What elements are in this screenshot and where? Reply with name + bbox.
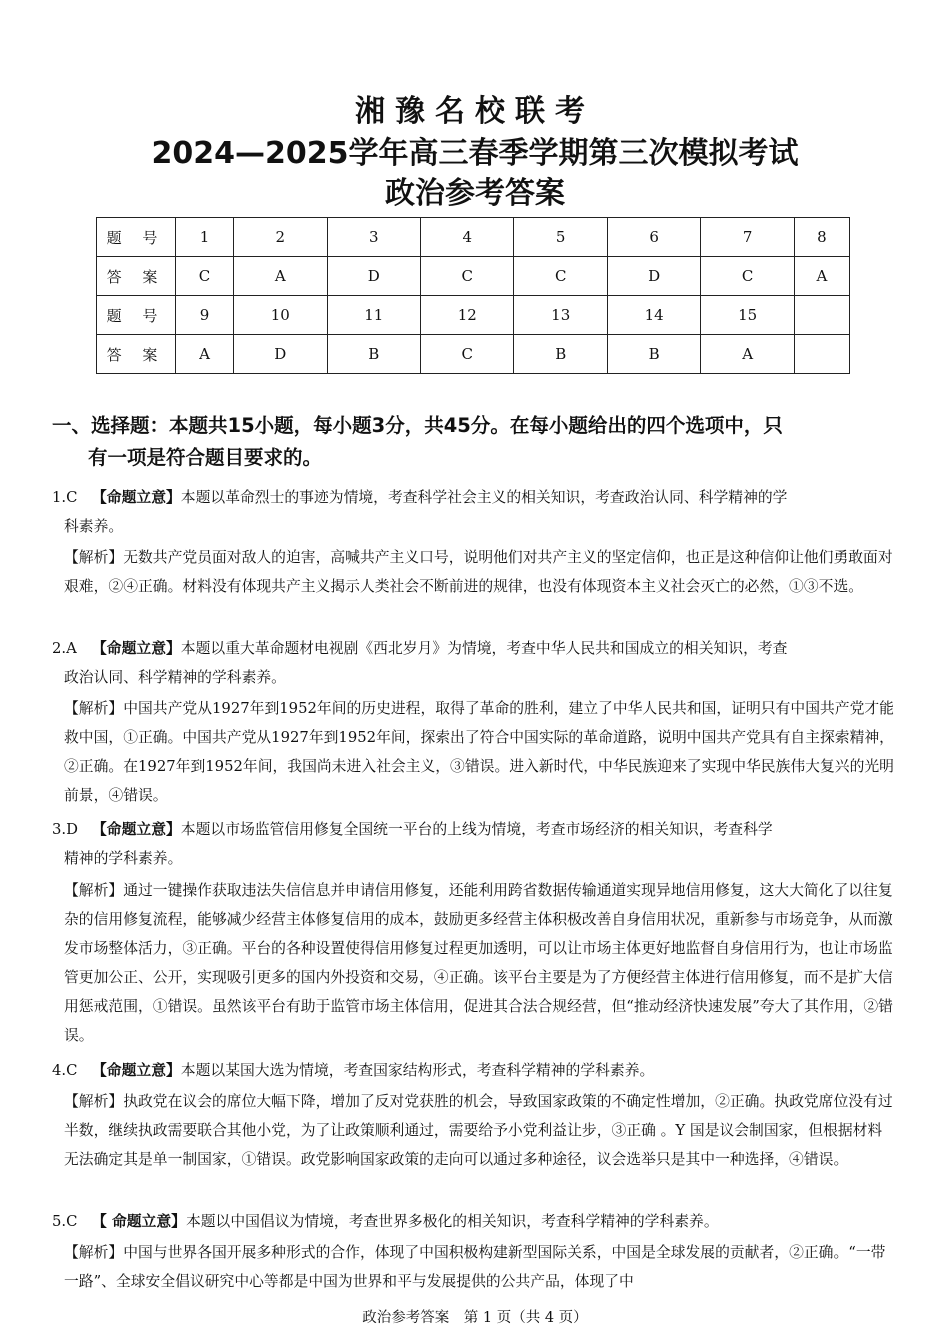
- intent-text: 本题以革命烈士的事迹为情境，考查科学社会主义的相关知识，考查政治认同、科学精神的学: [180, 489, 788, 506]
- question-1-intent: [52, 483, 892, 541]
- intent-label: 【命题立意】: [92, 821, 181, 838]
- answer-cell: C: [421, 335, 514, 374]
- question-4-analysis: [64, 1087, 894, 1174]
- question-number-cell: 14: [607, 296, 700, 335]
- answer-table: [96, 217, 850, 374]
- intent-label: 【 命题立意】: [92, 1213, 186, 1230]
- answer-cell: C: [701, 257, 794, 296]
- question-5-analysis: [64, 1238, 894, 1296]
- question-number: 3.D: [52, 821, 78, 838]
- question-number-cell: 1: [176, 218, 234, 257]
- answer-cell: C: [421, 257, 514, 296]
- question-number-cell: 12: [421, 296, 514, 335]
- question-number: 4.C: [52, 1062, 78, 1079]
- answer-cell: C: [176, 257, 234, 296]
- answer-table-row: [97, 218, 850, 257]
- analysis-label: 【解析】: [64, 700, 124, 717]
- question-3-analysis: [64, 876, 894, 1050]
- answer-cell: D: [234, 335, 327, 374]
- question-number: 1.C: [52, 489, 78, 506]
- row-label: 答 案: [97, 257, 176, 296]
- question-number: 5.C: [52, 1213, 78, 1230]
- analysis-label: 【解析】: [64, 549, 124, 566]
- intent-text: 本题以中国倡议为情境，考查世界多极化的相关知识，考查科学精神的学科素养。: [185, 1213, 719, 1230]
- answer-table-row: [97, 296, 850, 335]
- section-heading: [52, 410, 902, 474]
- question-5-intent: [52, 1207, 892, 1236]
- answer-cell: C: [514, 257, 607, 296]
- analysis-text: 无数共产党员面对敌人的迫害，高喊共产主义口号，说明他们对共产主义的坚定信仰，也正是这种信仰让他们勇敢面对艰难，②④正确。材料没有体现共产主义揭示人类社会不断前进的规律，也没有体现资本主义社会灭亡的必然，①③不选。: [64, 549, 893, 595]
- intent-label: 【命题立意】: [92, 489, 181, 506]
- question-1-analysis: [64, 543, 894, 601]
- question-number-cell: 2: [234, 218, 327, 257]
- analysis-text: 执政党在议会的席位大幅下降，增加了反对党获胜的机会，导致国家政策的不确定性增加，②正确。执政党席位没有过半数，继续执政需要联合其他小党，为了让政策顺利通过，需要给予小党利益让步，③正确 。Y 国是议会制国家，但根据材料无法确定其是单一制国家，①错误。政党影响国家政策的走向可以通过多种途径，议会选举只是其中一种选择，④错误。: [64, 1093, 893, 1168]
- question-number-cell: 7: [701, 218, 794, 257]
- row-label: 题 号: [97, 218, 176, 257]
- intent-text: 本题以重大革命题材电视剧《西北岁月》为情境，考查中华人民共和国成立的相关知识，考查: [180, 640, 788, 657]
- question-number-cell: 5: [514, 218, 607, 257]
- analysis-text: 通过一键操作获取违法失信信息并申请信用修复，还能利用跨省数据传输通道实现异地信用修复，这大大简化了以往复杂的信用修复流程，能够减少经营主体修复信用的成本，鼓励更多经营主体积极改善自身信用状况，重新参与市场竞争，从而激发市场整体活力，③正确。平台的各种设置使得信用修复过程更加透明，可以让市场主体更好地监督自身信用行为，也让市场监管更加公正、公开，实现吸引更多的国内外投资和交易，④正确。该平台主要是为了方便经营主体进行信用修复，而不是扩大信用惩戒范围，①错误。虽然该平台有助于监管市场主体信用，促进其合法合规经营，但“推动经济快速发展”夸大了其作用，②错误。: [64, 882, 893, 1044]
- answer-cell: B: [327, 335, 420, 374]
- analysis-label: 【解析】: [64, 882, 124, 899]
- question-number-cell: 13: [514, 296, 607, 335]
- answer-cell: [794, 335, 849, 374]
- question-number-cell: [794, 296, 849, 335]
- question-2-analysis: [64, 694, 894, 810]
- analysis-text: 中国共产党从1927年到1952年间的历史进程，取得了革命的胜利，建立了中华人民共和国，证明只有中国共产党才能救中国，①正确。中国共产党从1927年到1952年间，探索出了符合中国实际的革命道路，说明中国共产党具有自主探索精神，②正确。在1927年到1952年间，我国尚未进入社会主义，③错误。进入新时代，中华民族迎来了实现中华民族伟大复兴的光明前景，④错误。: [64, 700, 894, 804]
- section-heading-line-2: 有一项是符合题目要求的。: [88, 446, 323, 469]
- question-3-intent: [52, 815, 892, 873]
- analysis-label: 【解析】: [64, 1244, 124, 1261]
- section-heading-line-1: 一、选择题：本题共15小题，每小题3分，共45分。在每小题给出的四个选项中，只: [52, 414, 783, 437]
- question-number-cell: 15: [701, 296, 794, 335]
- answer-cell: B: [514, 335, 607, 374]
- question-number-cell: 10: [234, 296, 327, 335]
- question-number-cell: 3: [327, 218, 420, 257]
- row-label: 答 案: [97, 335, 176, 374]
- question-4-intent: [52, 1056, 892, 1085]
- page-footer: 政治参考答案 第 1 页（共 4 页）: [362, 1310, 588, 1326]
- intent-label: 【命题立意】: [92, 1062, 181, 1079]
- answer-cell: A: [794, 257, 849, 296]
- answer-cell: D: [327, 257, 420, 296]
- title-line-2: 2024—2025学年高三春季学期第三次模拟考试: [151, 136, 799, 171]
- intent-text-cont: 科素养。: [64, 518, 124, 535]
- question-number-cell: 6: [607, 218, 700, 257]
- answer-table-row: [97, 257, 850, 296]
- answer-table-row: [97, 335, 850, 374]
- title-line-3: 政治参考答案: [385, 176, 565, 211]
- intent-text-cont: 精神的学科素养。: [64, 850, 183, 867]
- answer-cell: B: [607, 335, 700, 374]
- intent-text: 本题以某国大选为情境，考查国家结构形式，考查科学精神的学科素养。: [180, 1062, 655, 1079]
- answer-cell: A: [234, 257, 327, 296]
- question-number: 2.A: [52, 640, 77, 657]
- question-number-cell: 9: [176, 296, 234, 335]
- answer-cell: D: [607, 257, 700, 296]
- question-2-intent: [52, 634, 892, 692]
- analysis-text: 中国与世界各国开展多种形式的合作，体现了中国积极构建新型国际关系，中国是全球发展的贡献者，②正确。“一带一路”、全球安全倡议研究中心等都是中国为世界和平与发展提供的公共产品，体现了中: [64, 1244, 886, 1290]
- answer-cell: A: [701, 335, 794, 374]
- intent-label: 【命题立意】: [92, 640, 181, 657]
- title-line-1: 湘豫名校联考: [355, 94, 595, 129]
- analysis-label: 【解析】: [64, 1093, 124, 1110]
- question-number-cell: 4: [421, 218, 514, 257]
- answer-cell: A: [176, 335, 234, 374]
- question-number-cell: 11: [327, 296, 420, 335]
- row-label: 题 号: [97, 296, 176, 335]
- question-number-cell: 8: [794, 218, 849, 257]
- intent-text: 本题以市场监管信用修复全国统一平台的上线为情境，考查市场经济的相关知识，考查科学: [180, 821, 773, 838]
- intent-text-cont: 政治认同、科学精神的学科素养。: [64, 669, 286, 686]
